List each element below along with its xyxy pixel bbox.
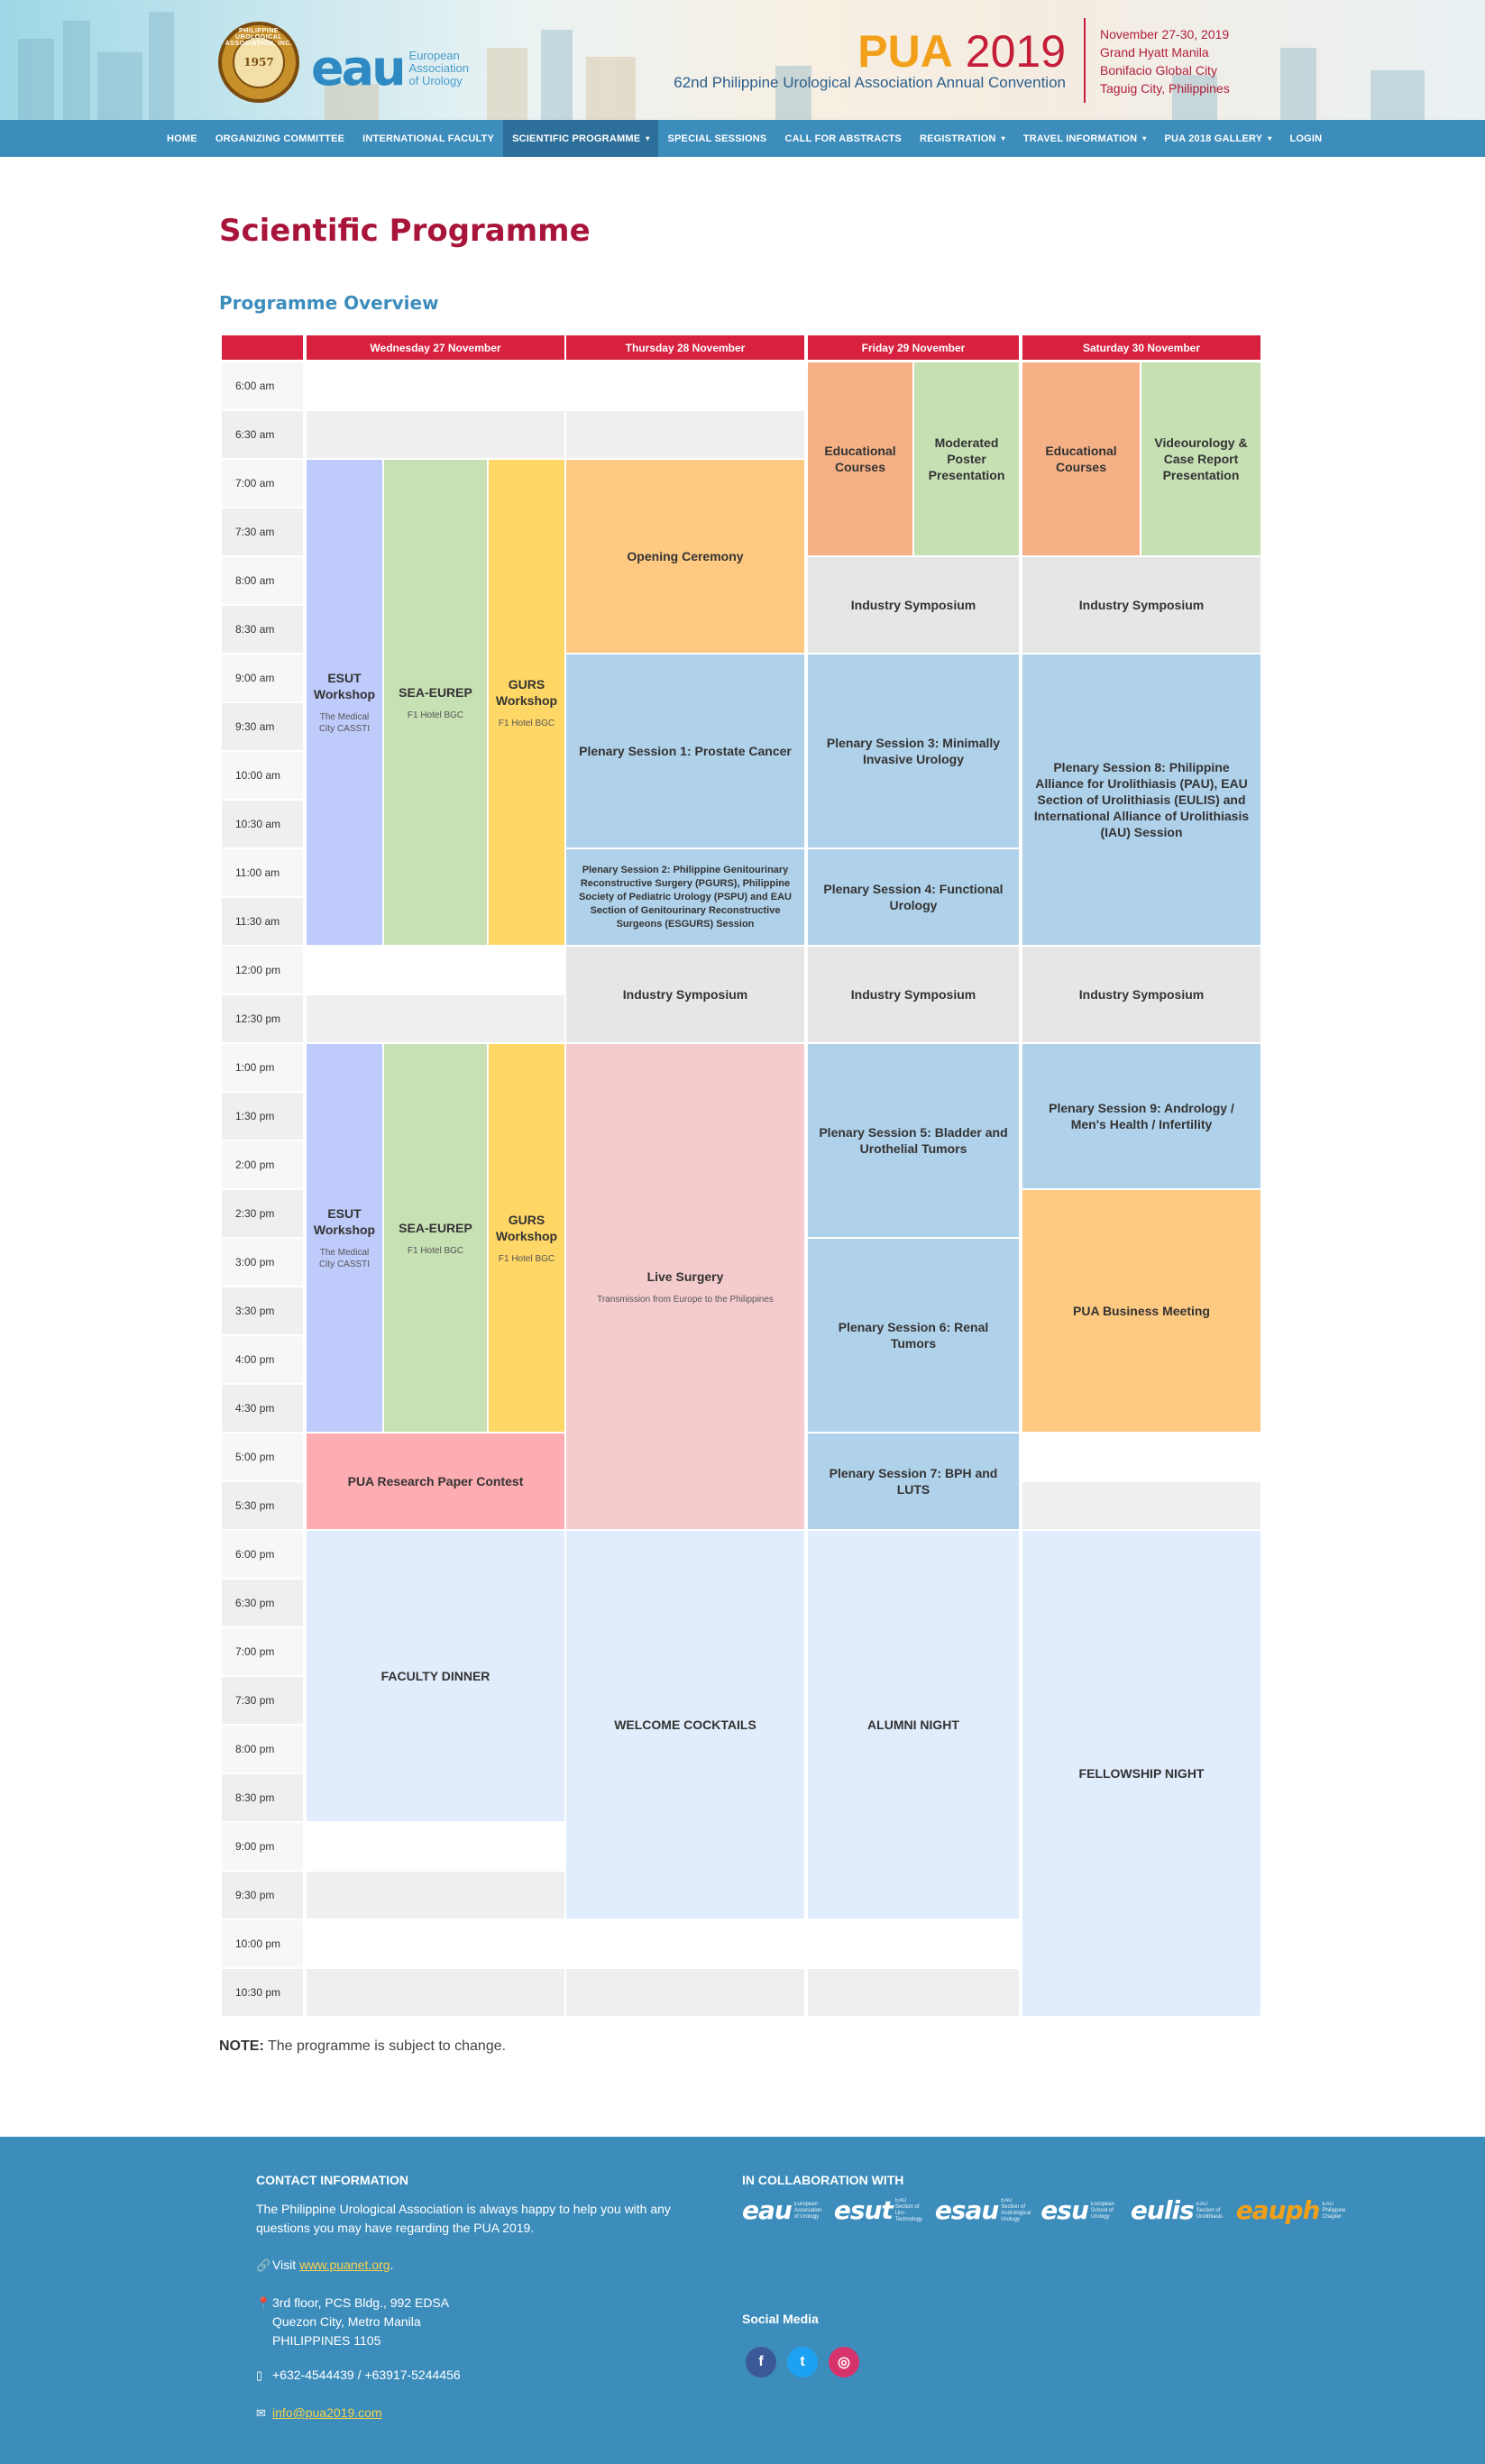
conv-year: 2019: [965, 26, 1066, 77]
contact-address: 📍 3rd floor, PCS Bldg., 992 EDSA Quezon City, Metro Manila PHILIPPINES 1105: [256, 2295, 450, 2348]
time-label: 11:00 am: [222, 849, 303, 896]
venue-hotel: Grand Hyatt Manila: [1100, 45, 1209, 60]
contact-email: [256, 2404, 382, 2423]
event-block-pua-business-meeting[interactable]: [1022, 1190, 1260, 1432]
event-block-fellowship-night[interactable]: [1022, 1531, 1260, 2016]
time-label: 11:30 am: [222, 898, 303, 945]
time-label: 3:30 pm: [222, 1287, 303, 1334]
nav-item-label: LOGIN: [1289, 133, 1323, 144]
event-block-industry-symposium[interactable]: [1022, 947, 1260, 1042]
collab-logo-text: EAU Section of Uro-Technology: [894, 2198, 923, 2222]
social-heading: Social Media: [742, 2312, 819, 2326]
link-icon: 🔗: [256, 2258, 271, 2272]
event-title: PUA Research Paper Contest: [347, 1474, 524, 1488]
mail-icon: ✉: [256, 2406, 266, 2420]
time-label: 9:30 pm: [222, 1872, 303, 1919]
collab-logo-text: EAU Philippine Chapter: [1322, 2201, 1346, 2220]
nav-item-label: INTERNATIONAL FACULTY: [362, 133, 495, 144]
time-label: 6:00 pm: [222, 1531, 303, 1578]
time-label: 4:00 pm: [222, 1336, 303, 1383]
collab-logo-mark: esu: [1040, 2195, 1088, 2225]
eau-logo-text: European Association of Urology: [408, 49, 469, 87]
venue-date: November 27-30, 2019: [1100, 27, 1230, 41]
event-title: Industry Symposium: [850, 598, 976, 612]
chevron-down-icon: ▾: [1001, 134, 1005, 142]
nav-item-home[interactable]: [158, 120, 206, 157]
event-block-esut-workshop[interactable]: [307, 1044, 382, 1432]
event-block-industry-symposium[interactable]: [808, 947, 1019, 1042]
email-link[interactable]: info@pua2019.com: [272, 2405, 382, 2420]
event-title: Educational Courses: [824, 444, 896, 474]
event-block-industry-symposium[interactable]: [566, 947, 804, 1042]
time-label: 9:30 am: [222, 703, 303, 750]
conv-pua: PUA: [857, 26, 953, 77]
website-link[interactable]: www.puanet.org: [299, 2258, 390, 2272]
event-title: Plenary Session 1: Prostate Cancer: [579, 744, 792, 758]
event-location: F1 Hotel BGC: [498, 718, 555, 728]
nav-item-organizing-committee[interactable]: [206, 120, 353, 157]
collab-logo-esut[interactable]: [833, 2195, 926, 2225]
time-label: 7:00 pm: [222, 1628, 303, 1675]
venue-area: Bonifacio Global City: [1100, 63, 1217, 78]
day-header: Friday 29 November: [808, 335, 1019, 360]
event-block-plenary-session-9-andrology-men-s-health[interactable]: [1022, 1044, 1260, 1188]
collab-logo-text: European School of Urology: [1090, 2201, 1114, 2220]
collab-logo-mark: esut: [833, 2195, 893, 2225]
collab-logo-mark: eulis: [1130, 2195, 1194, 2225]
time-label: 2:00 pm: [222, 1141, 303, 1188]
collab-logo-eau[interactable]: [742, 2195, 825, 2225]
event-title: WELCOME COCKTAILS: [614, 1717, 756, 1732]
event-title: SEA-EUREP: [399, 1220, 472, 1235]
collab-logos: [742, 2195, 1361, 2225]
event-title: Plenary Session 6: Renal Tumors: [838, 1320, 989, 1351]
chevron-down-icon: ▾: [1268, 134, 1272, 142]
time-label: 5:00 pm: [222, 1434, 303, 1480]
nav-item-label: REGISTRATION: [919, 133, 996, 144]
time-label: 10:30 am: [222, 801, 303, 847]
event-title: Videourology & Case Report Presentation: [1154, 435, 1248, 482]
nav-item-special-sessions[interactable]: [658, 120, 775, 157]
event-title: ESUT Workshop: [313, 671, 376, 701]
collab-heading: IN COLLABORATION WITH: [742, 2173, 904, 2187]
pua-logo-year: 1957: [233, 36, 285, 88]
empty-slot: [566, 411, 804, 458]
event-title: GURS Workshop: [495, 676, 558, 708]
event-block-sea-eurep[interactable]: [384, 460, 487, 945]
nav-item-international-faculty[interactable]: [353, 120, 503, 157]
empty-slot: [566, 1969, 804, 2016]
nav-item-label: HOME: [167, 133, 197, 144]
empty-slot: [307, 411, 564, 458]
nav-item-label: ORGANIZING COMMITTEE: [215, 133, 345, 144]
event-block-educational-courses[interactable]: [1022, 362, 1140, 555]
event-block-educational-courses[interactable]: [808, 362, 912, 555]
event-title: ALUMNI NIGHT: [867, 1717, 959, 1732]
venue-city: Taguig City, Philippines: [1100, 81, 1230, 96]
event-block-industry-symposium[interactable]: [1022, 557, 1260, 653]
event-location: The Medical City CASSTI: [318, 1248, 371, 1269]
time-label: 6:30 am: [222, 411, 303, 458]
twitter-icon[interactable]: t: [787, 2347, 818, 2377]
collab-logo-mark: esau: [934, 2195, 999, 2225]
event-title: Live Surgery: [646, 1269, 724, 1284]
header-divider: [1084, 18, 1086, 103]
event-title: FELLOWSHIP NIGHT: [1078, 1766, 1205, 1781]
empty-slot: [307, 995, 564, 1042]
main-nav: [0, 120, 1485, 157]
event-title: Plenary Session 5: Bladder and Urothelial Tumors: [819, 1125, 1008, 1156]
event-block-plenary-session-7-bph-and-luts[interactable]: [808, 1434, 1019, 1529]
time-label: 8:00 pm: [222, 1726, 303, 1772]
nav-item-label: SCIENTIFIC PROGRAMME: [512, 133, 641, 144]
eau-logo[interactable]: [311, 40, 469, 96]
time-label: 10:00 am: [222, 752, 303, 799]
event-block-live-surgery[interactable]: [566, 1044, 804, 1529]
event-block-pua-research-paper-contest[interactable]: [307, 1434, 564, 1529]
contact-visit: 🔗 Visit www.puanet.org.: [256, 2256, 393, 2275]
empty-slot: [1022, 1482, 1260, 1529]
event-block-plenary-session-4-functional-urology[interactable]: [808, 849, 1019, 945]
event-title: Industry Symposium: [1078, 598, 1205, 612]
nav-item-label: TRAVEL INFORMATION: [1022, 133, 1138, 144]
event-title: Moderated Poster Presentation: [928, 435, 1005, 482]
time-label: 10:00 pm: [222, 1920, 303, 1967]
event-block-welcome-cocktails[interactable]: [566, 1531, 804, 1919]
chevron-down-icon: ▾: [646, 134, 650, 142]
time-label: 1:00 pm: [222, 1044, 303, 1091]
event-block-plenary-session-2-philippine-genitourina[interactable]: [566, 849, 804, 945]
collab-logo-mark: eau: [742, 2195, 792, 2225]
time-label: 4:30 pm: [222, 1385, 303, 1432]
time-label: 3:00 pm: [222, 1239, 303, 1286]
event-block-moderated-poster-presentation[interactable]: [914, 362, 1019, 555]
time-label: 8:30 am: [222, 606, 303, 653]
time-label: 6:00 am: [222, 362, 303, 409]
day-header-blank: [222, 335, 303, 360]
event-block-plenary-session-8-philippine-alliance-fo[interactable]: [1022, 655, 1260, 945]
event-title: ESUT Workshop: [313, 1206, 376, 1237]
event-block-sea-eurep[interactable]: [384, 1044, 487, 1432]
day-header: Saturday 30 November: [1022, 335, 1260, 360]
map-pin-icon: 📍: [256, 2296, 271, 2310]
event-title: Plenary Session 8: Philippine Alliance for Urolithiasis (PAU), EAU Section of Urolithiasis (EULIS) and International Alliance of Urolithiasis (IAU) Session: [1033, 760, 1250, 839]
programme-schedule: [222, 335, 1264, 2015]
venue-info: [1100, 25, 1230, 97]
site-footer: [0, 2137, 1485, 2464]
collab-logo-text: European Association of Urology: [793, 2201, 822, 2220]
event-location: The Medical City CASSTI: [318, 712, 371, 734]
time-label: 7:30 am: [222, 508, 303, 555]
day-header: Thursday 28 November: [566, 335, 804, 360]
time-label: 8:00 am: [222, 557, 303, 604]
event-title: Plenary Session 4: Functional Urology: [823, 882, 1004, 912]
event-title: Educational Courses: [1045, 444, 1117, 474]
event-title: Industry Symposium: [850, 987, 976, 1002]
event-title: SEA-EUREP: [399, 684, 472, 700]
pua-logo[interactable]: [218, 22, 299, 103]
event-block-plenary-session-5-bladder-and-urothelial[interactable]: [808, 1044, 1019, 1237]
pua-logo-ring-text: PHILIPPINE UROLOGICAL ASSOCIATION, INC.: [225, 28, 293, 47]
collab-logo-esu[interactable]: [1040, 2195, 1122, 2225]
event-block-plenary-session-3-minimally-invasive-uro[interactable]: [808, 655, 1019, 847]
event-title: PUA Business Meeting: [1073, 1304, 1210, 1318]
collab-logo-esau[interactable]: [934, 2195, 1031, 2225]
event-location: Transmission from Europe to the Philippines: [597, 1294, 774, 1305]
section-title: Programme Overview: [219, 292, 439, 314]
event-block-gurs-workshop[interactable]: [489, 1044, 564, 1432]
empty-slot: [307, 1872, 564, 1919]
time-label: 7:00 am: [222, 460, 303, 507]
nav-item-scientific-programme[interactable]: [503, 120, 658, 157]
time-label: 9:00 pm: [222, 1823, 303, 1870]
event-block-videourology-case-report-presentation[interactable]: [1141, 362, 1260, 555]
time-label: 12:30 pm: [222, 995, 303, 1042]
time-label: 6:30 pm: [222, 1580, 303, 1626]
nav-item-pua-2018-gallery[interactable]: [1156, 120, 1281, 157]
empty-slot: [808, 1969, 1019, 2016]
empty-slot: [307, 1969, 564, 2016]
time-label: 12:00 pm: [222, 947, 303, 994]
programme-note: [219, 2038, 506, 2055]
contact-heading: CONTACT INFORMATION: [256, 2173, 409, 2187]
nav-item-login[interactable]: [1280, 120, 1331, 157]
instagram-icon[interactable]: ◎: [829, 2347, 859, 2377]
convention-title: [673, 27, 1066, 92]
nav-list: [158, 120, 1331, 157]
collab-logo-text: EAU Section of Andrological Urology: [1001, 2198, 1031, 2222]
eau-logo-mark: eau: [311, 40, 404, 96]
event-title: Plenary Session 7: BPH and LUTS: [829, 1466, 998, 1497]
note-text: The programme is subject to change.: [263, 2038, 507, 2054]
event-title: Industry Symposium: [1078, 987, 1205, 1002]
time-label: 8:30 pm: [222, 1774, 303, 1821]
time-label: 2:30 pm: [222, 1190, 303, 1237]
collab-logo-text: EAU Section of Urolithiasis: [1196, 2201, 1224, 2220]
day-header: Wednesday 27 November: [307, 335, 564, 360]
site-header: [0, 0, 1485, 120]
contact-intro: The Philippine Urological Association is always happy to help you with any questions you may have regarding the PUA 2019.: [256, 2202, 671, 2235]
page-title: Scientific Programme: [219, 213, 591, 249]
nav-item-travel-information[interactable]: [1014, 120, 1156, 157]
event-block-alumni-night[interactable]: [808, 1531, 1019, 1919]
event-block-esut-workshop[interactable]: [307, 460, 382, 945]
event-block-opening-ceremony[interactable]: [566, 460, 804, 653]
note-label: NOTE:: [219, 2038, 264, 2054]
event-location: F1 Hotel BGC: [407, 710, 464, 720]
event-title: FACULTY DINNER: [380, 1669, 490, 1683]
nav-item-call-for-abstracts[interactable]: [775, 120, 910, 157]
nav-item-registration[interactable]: [911, 120, 1014, 157]
nav-item-label: PUA 2018 GALLERY: [1164, 133, 1263, 144]
time-label: 5:30 pm: [222, 1482, 303, 1529]
time-label: 9:00 am: [222, 655, 303, 701]
time-label: 7:30 pm: [222, 1677, 303, 1724]
event-block-industry-symposium[interactable]: [808, 557, 1019, 653]
event-location: F1 Hotel BGC: [407, 1245, 464, 1256]
collab-logo-mark: eauph: [1235, 2195, 1320, 2225]
event-block-gurs-workshop[interactable]: [489, 460, 564, 945]
time-label: 10:30 pm: [222, 1969, 303, 2016]
event-title: Plenary Session 2: Philippine Genitourinary Reconstructive Surgery (PGURS), Philippine Society of Pediatric Urology (PSPU) and EAU Section of Genitourinary Reconstructive Surgeons (ESGURS) Session: [579, 864, 792, 930]
phone-icon: ▯: [256, 2368, 263, 2382]
event-block-plenary-session-6-renal-tumors[interactable]: [808, 1239, 1019, 1432]
event-title: Plenary Session 9: Andrology / Men's Health / Infertility: [1049, 1101, 1234, 1131]
event-block-faculty-dinner[interactable]: [307, 1531, 564, 1821]
conv-subtitle: 62nd Philippine Urological Association Annual Convention: [674, 74, 1066, 91]
facebook-icon[interactable]: f: [746, 2347, 776, 2377]
chevron-down-icon: ▾: [1142, 134, 1147, 142]
event-title: Plenary Session 3: Minimally Invasive Urology: [826, 736, 1001, 766]
time-label: 1:30 pm: [222, 1093, 303, 1140]
nav-item-label: SPECIAL SESSIONS: [667, 133, 767, 144]
collab-logo-eulis[interactable]: [1130, 2195, 1227, 2225]
event-title: GURS Workshop: [495, 1212, 558, 1243]
contact-phone: ▯ +632-4544439 / +63917-5244456: [256, 2366, 461, 2385]
event-block-plenary-session-1-prostate-cancer[interactable]: [566, 655, 804, 847]
event-title: Industry Symposium: [622, 987, 748, 1002]
collab-logo-eauph[interactable]: [1235, 2195, 1353, 2225]
event-title: Opening Ceremony: [627, 549, 744, 563]
nav-item-label: CALL FOR ABSTRACTS: [784, 133, 902, 144]
event-location: F1 Hotel BGC: [498, 1253, 555, 1264]
